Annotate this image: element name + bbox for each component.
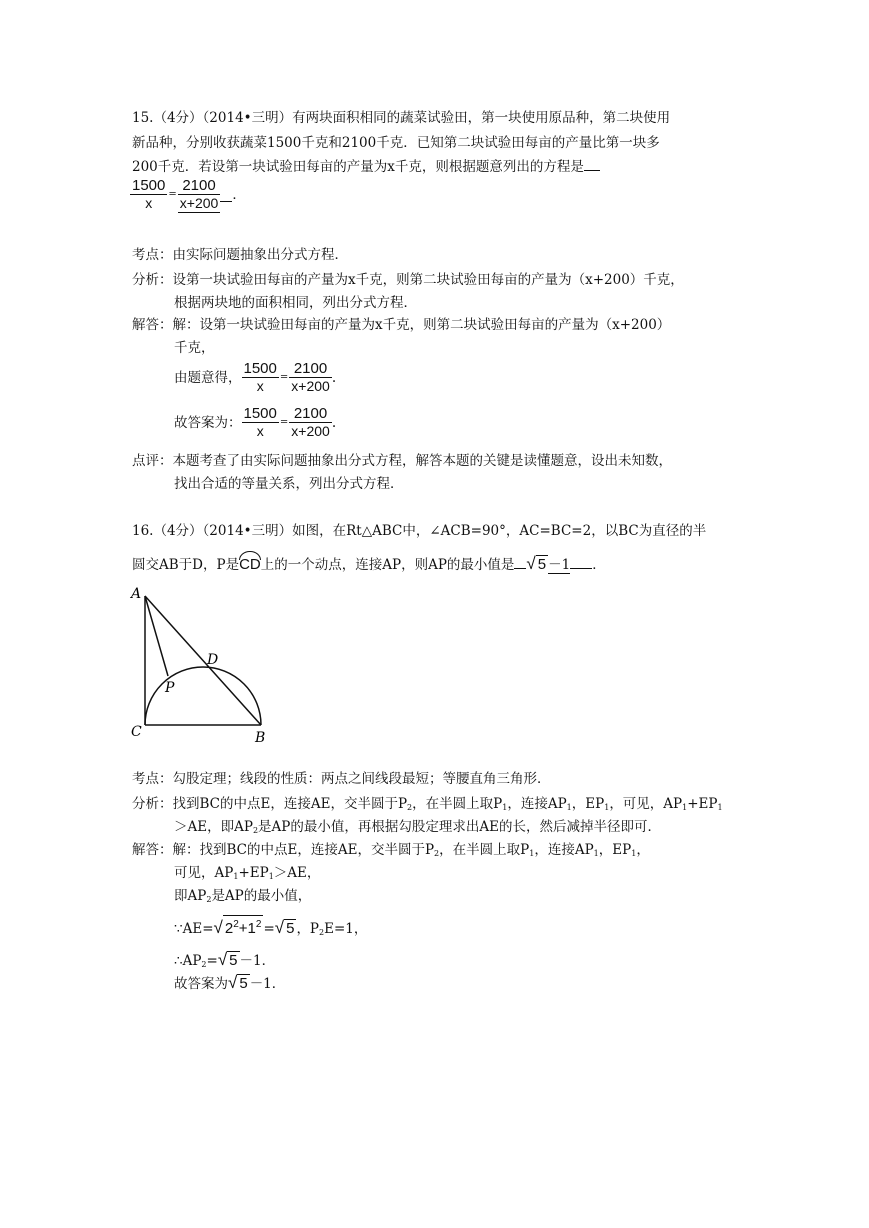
text: = [206,953,218,969]
superscript: 2 [233,919,239,930]
sqrt-symbol: √ [228,973,238,992]
q15-line2: 新品种，分别收获蔬菜1500千克和2100千克．已知第二块试验田每亩的产量比第一块多 [132,135,660,151]
numerator: 2100 [289,360,332,378]
a16-kejian [174,863,320,887]
text: ， [636,842,650,858]
dianping-text: 找出合适的等量关系，列出分式方程． [174,476,404,492]
numerator: 1500 [132,177,166,194]
sqrt-expression [218,950,240,971]
fraction [289,405,332,440]
text: ，连接AP [507,796,567,812]
segment-ab [145,596,261,725]
subscript: 1 [604,803,610,812]
fenxi-text: 根据两块地的面积相同，列出分式方程． [174,295,417,311]
sqrt-expression [228,973,250,994]
semicircle [145,667,261,725]
radicand: 5 [229,952,238,969]
q16-line2 [132,554,606,575]
superscript: 2 [255,919,262,930]
label-fenxi: 分析： [132,272,173,288]
a15-fenxi [132,270,684,290]
period: . [331,369,337,386]
radicand [223,915,264,937]
text: ，可见，AP [609,796,683,812]
a16-jieda-1 [132,840,650,864]
subscript: 2 [319,928,325,937]
label-kaodian: 考点： [132,247,173,263]
radicand: 5 [286,920,295,937]
text: －1． [249,976,286,992]
answer-blank [584,156,600,171]
text: 是AP的最小值， [211,888,312,904]
denominator: x [145,195,153,211]
a15-equation-1 [174,360,336,395]
label-jieda: 解答： [132,317,173,333]
text: 可见，AP [174,865,234,881]
fraction [242,405,279,440]
sqrt-symbol: √ [217,950,228,969]
q16-line1: 16.（4分）（2014•三明）如图，在Rt△ABC中，∠ACB=90°，AC=BC=2，以BC为直径的半 [132,523,707,539]
subscript: 1 [682,803,688,812]
q15-answer [130,176,246,213]
subscript: 1 [502,803,508,812]
text: ＞AE，即AP [174,819,253,835]
a15-jieda [132,315,670,335]
a15-dianping [132,451,672,471]
label-dianping: 点评： [132,453,173,469]
q15-line3 [132,156,600,177]
text: +EP [687,796,718,812]
label-p: P [165,680,175,696]
a16-ji [174,886,311,910]
fraction [242,360,279,395]
text: +1 [238,920,256,937]
jieda-text: 解：设第一块试验田每亩的产量为x千克，则第二块试验田每亩的产量为（x+200） [172,317,671,333]
numerator: 2100 [289,405,332,423]
answer-sqrt [526,554,548,575]
text: ，EP [598,842,632,858]
subscript: 1 [593,849,599,858]
text: 是AP的最小值，再根据勾股定理求出AE的长，然后减掉半径即可． [258,819,661,835]
sqrt-expression [214,915,264,939]
a16-kaodian [132,769,551,789]
q16-line2-text: 圆交AB于D，P是 [132,557,240,573]
text: ，连接AP [534,842,594,858]
text: －1． [239,953,276,969]
answer-blank [220,187,232,202]
label-d: D [207,652,219,668]
kaodian-text: 由实际问题抽象出分式方程． [172,247,348,263]
q15-line1: 15.（4分）（2014•三明）有两块面积相同的蔬菜试验田，第一块使用原品种，第二块使用 [132,110,671,126]
subscript: 2 [407,803,413,812]
text: 2 [224,920,234,937]
guda-text: 故答案为： [174,414,242,431]
sqrt-expression [275,918,297,939]
label-kaodian: 考点： [132,771,173,787]
sqrt-symbol: √ [274,918,285,937]
youti-text: 由题意得， [174,369,242,386]
a15-kaodian [132,245,348,265]
text: E=1， [324,921,368,937]
text: ，P [296,921,320,937]
subscript: 1 [233,872,239,881]
subscript: 1 [717,803,723,812]
numerator: 1500 [243,405,277,422]
label-a: A [131,586,142,602]
answer-tail: －1 [548,557,571,573]
period: . [331,414,337,431]
label-b: B [255,730,266,746]
subscript: 2 [434,849,440,858]
numerator: 2100 [178,177,221,195]
label-fenxi: 分析： [132,796,173,812]
denominator: x+200 [179,194,219,211]
a16-fenxi-2 [174,817,661,841]
text: = [263,921,275,937]
fraction [130,177,167,212]
equals-sign: = [168,188,177,200]
text: ∵AE= [174,921,214,937]
period: ． [592,557,606,573]
text: 找到BC的中点E，连接AE，交半圆于P [172,796,408,812]
a16-fenxi-1 [132,794,723,818]
sqrt-symbol: √ [526,554,536,573]
equals-sign: = [279,416,289,428]
numerator: 1500 [243,360,277,377]
denominator: x+200 [291,423,330,439]
subscript: 2 [206,895,212,904]
q15-line3-text: 200千克．若设第一块试验田每亩的产量为x千克，则根据题意列出的方程是 [132,159,584,175]
a16-therefore [174,950,275,975]
equals-sign: = [279,371,289,383]
q16-line2-text: 上的一个动点，连接AP，则AP的最小值是 [260,557,515,573]
jieda-text: 千克， [174,340,215,356]
subscript: 1 [566,803,572,812]
sqrt-symbol: √ [213,918,223,937]
text: ，在半圆上取P [412,796,503,812]
text: +EP [238,865,269,881]
label-c: C [131,724,142,740]
fraction [178,177,221,213]
label-jieda: 解答： [132,842,173,858]
arc-cd: CD [239,556,261,573]
a15-equation-2 [174,405,336,440]
text: 故答案为 [174,976,228,992]
subscript: 2 [252,826,259,835]
kaodian-text: 勾股定理；线段的性质：两点之间线段最短；等腰直角三角形． [172,771,551,787]
text: ，EP [571,796,605,812]
text: ＞AE， [273,865,321,881]
radicand: 5 [239,975,248,992]
answer-blank [514,554,526,569]
period: ． [232,186,246,203]
denominator: x+200 [291,378,330,394]
dianping-text: 本题考查了由实际问题抽象出分式方程，解答本题的关键是读懂题意，设出未知数， [172,453,672,469]
text: ∴AP [174,953,202,969]
subscript: 1 [529,849,535,858]
fenxi-text: 设第一块试验田每亩的产量为x千克，则第二块试验田每亩的产量为（x+200）千克， [172,272,684,288]
text: 即AP [174,888,207,904]
a16-guda [174,973,285,994]
fraction [289,360,332,395]
denominator: x [256,378,264,394]
subscript: 1 [268,872,274,881]
subscript: 2 [201,960,207,969]
text: 解：找到BC的中点E，连接AE，交半圆于P [172,842,435,858]
geometry-figure [125,582,275,747]
answer-blank [570,554,592,569]
radicand: 5 [537,556,547,573]
a16-because [174,915,367,943]
denominator: x [256,423,264,439]
subscript: 1 [631,849,637,858]
text: ，在半圆上取P [439,842,530,858]
